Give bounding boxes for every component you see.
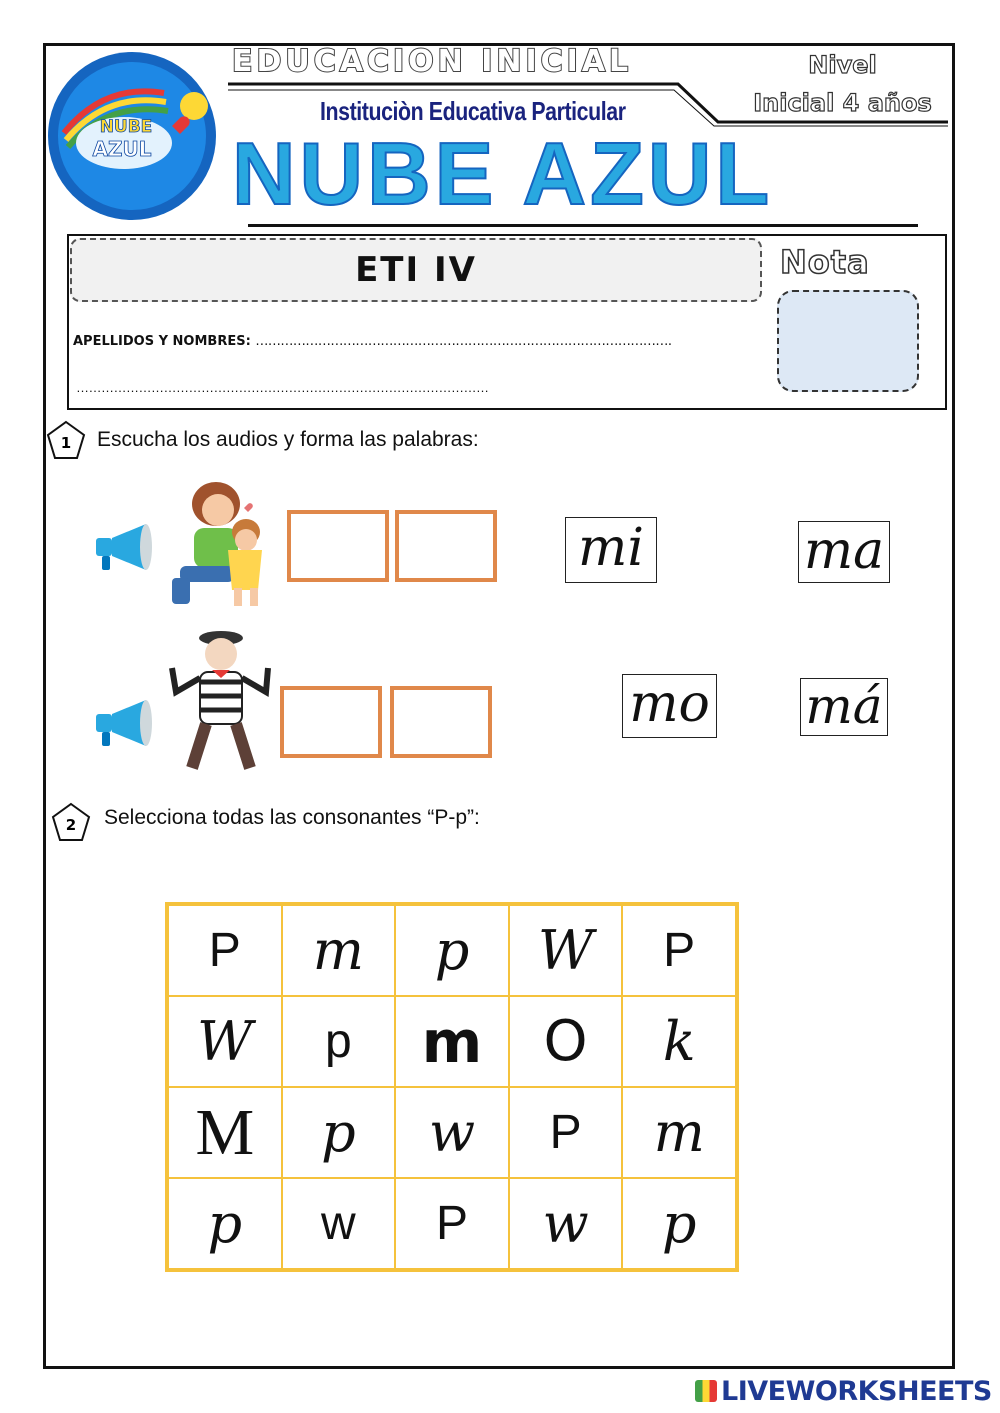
letter-cell[interactable]: w bbox=[395, 1087, 509, 1178]
exercise2-instruction: Selecciona todas las consonantes “P-p”: bbox=[104, 806, 480, 829]
letter-cell[interactable]: p bbox=[282, 1087, 396, 1178]
letter-cell[interactable]: P bbox=[622, 905, 736, 996]
syllable-ma-accent[interactable]: má bbox=[800, 678, 888, 736]
logo-text-top: NUBE bbox=[99, 117, 153, 137]
letter-cell[interactable]: P bbox=[395, 1178, 509, 1269]
letter-grid bbox=[165, 902, 739, 1272]
letter-cell[interactable]: m bbox=[395, 996, 509, 1087]
letter-cell[interactable]: p bbox=[622, 1178, 736, 1269]
institution-label: Instituciòn Educativa Particular bbox=[320, 96, 626, 126]
letter-cell[interactable]: w bbox=[282, 1178, 396, 1269]
pentagon-badge-icon bbox=[51, 802, 91, 842]
grade-box[interactable] bbox=[777, 290, 919, 392]
answer-box-1a[interactable] bbox=[287, 510, 389, 582]
letter-cell[interactable]: P bbox=[168, 905, 282, 996]
answer-box-1b[interactable] bbox=[395, 510, 497, 582]
letter-cell[interactable]: w bbox=[509, 1178, 623, 1269]
letter-cell[interactable]: W bbox=[509, 905, 623, 996]
syllable-mi[interactable]: mi bbox=[565, 517, 657, 583]
level-value: Inicial 4 años bbox=[753, 89, 932, 117]
liveworksheets-logo-icon bbox=[695, 1380, 717, 1402]
school-name: NUBE AZUL bbox=[232, 124, 774, 223]
level-block bbox=[740, 46, 945, 122]
exam-title: ETI IV bbox=[355, 250, 477, 290]
name-dots: ………………………………………………………………………………………. bbox=[255, 334, 672, 349]
mother-hug-illustration bbox=[160, 478, 280, 614]
letter-cell[interactable]: O bbox=[509, 996, 623, 1087]
answer-box-2b[interactable] bbox=[390, 686, 492, 758]
logo-text-bottom: AZUL bbox=[92, 137, 152, 161]
letter-cell[interactable]: m bbox=[282, 905, 396, 996]
name-label: APELLIDOS Y NOMBRES: bbox=[73, 334, 251, 349]
program-title: EDUCACION INICIAL bbox=[232, 44, 633, 79]
svg-text:2: 2 bbox=[65, 816, 77, 834]
school-logo bbox=[44, 48, 224, 223]
header-divider bbox=[248, 224, 918, 227]
letter-cell[interactable]: P bbox=[509, 1087, 623, 1178]
syllable-mo[interactable]: mo bbox=[622, 674, 717, 738]
letter-cell[interactable]: p bbox=[395, 905, 509, 996]
syllable-ma[interactable]: ma bbox=[798, 521, 890, 583]
letter-cell[interactable]: m bbox=[622, 1087, 736, 1178]
liveworksheets-brand bbox=[695, 1376, 992, 1407]
level-label: Nivel bbox=[808, 51, 877, 79]
grade-label: Nota bbox=[780, 243, 870, 281]
letter-cell[interactable]: k bbox=[622, 996, 736, 1087]
letter-cell[interactable]: p bbox=[282, 996, 396, 1087]
mime-illustration bbox=[166, 628, 276, 778]
name-field[interactable] bbox=[73, 334, 671, 349]
pentagon-badge-icon bbox=[46, 420, 86, 460]
letter-cell[interactable]: M bbox=[168, 1087, 282, 1178]
answer-box-2a[interactable] bbox=[280, 686, 382, 758]
letter-cell[interactable]: p bbox=[168, 1178, 282, 1269]
megaphone-icon[interactable] bbox=[92, 696, 158, 756]
svg-text:1: 1 bbox=[60, 434, 72, 452]
exercise1-instruction: Escucha los audios y forma las palabras: bbox=[97, 428, 479, 451]
megaphone-icon[interactable] bbox=[92, 520, 158, 580]
letter-cell[interactable]: W bbox=[168, 996, 282, 1087]
brand-text: LIVEWORKSHEETS bbox=[721, 1376, 992, 1407]
name-dots-line-2[interactable]: ……………………………………………………………………………………… bbox=[76, 380, 489, 395]
